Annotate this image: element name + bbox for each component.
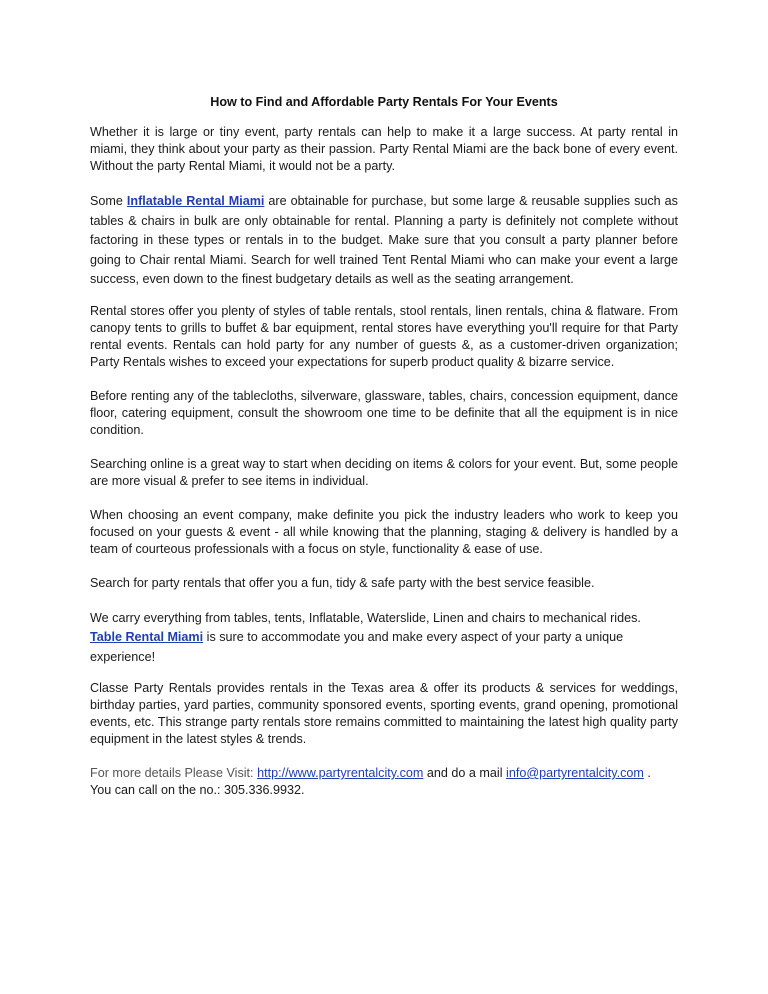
paragraph-text: We carry everything from tables, tents, Inflatable, Waterslide, Linen and chairs to mechanical rides. (90, 610, 641, 625)
document-title: How to Find and Affordable Party Rentals For Your Events (210, 95, 558, 109)
paragraph-intro: Whether it is large or tiny event, party rentals can help to make it a large success. At party rental in miami, they think about your party as their passion. Party Rental Miami are the back bone of every event. Without the party Rental Miami, it would not be a party. (90, 125, 678, 173)
contact-prefix: For more details Please Visit: (90, 766, 258, 780)
website-link[interactable]: http://www.partyrentalcity.com (257, 766, 424, 780)
paragraph-inflatable (90, 192, 678, 290)
document-body (90, 84, 678, 816)
paragraph-text: Some (90, 194, 127, 208)
contact-end: . (643, 766, 651, 780)
table-rental-link[interactable]: Table Rental Miami (90, 630, 204, 644)
email-link[interactable]: info@partyrentalcity.com (506, 766, 644, 780)
paragraph-searching-online: Searching online is a great way to start when deciding on items & colors for your event. But, some people are more visual & prefer to see items in individual. (90, 456, 678, 488)
paragraph-before-renting: Before renting any of the tablecloths, silverware, glassware, tables, chairs, concession equipment, dance floor, catering equipment, consult the showroom one time to be definite that all the equipment is in nice condition. (90, 388, 678, 437)
paragraph-search-rentals: Search for party rentals that offer you a fun, tidy & safe party with the best service feasible. (90, 575, 595, 590)
paragraph-text: are obtainable for purchase, but some large & reusable supplies such as tables & chairs in bulk are only obtainable for rental. Planning a party is definitely not complete without factoring in these types or rentals in to the budget. Make sure that you consult a party planner before going to Chair rental Miami. Search for well trained Tent Rental Miami who can make your event a large success, even down to the finest budgetary details as well as the seating arrangement. (90, 194, 678, 286)
paragraph-classe: Classe Party Rentals provides rentals in the Texas area & offer its products & services for weddings, birthday parties, yard parties, community sponsored events, sporting events, grand opening, promotional events, etc. This strange party rentals store remains committed to maintaining the latest high quality party equipment in the latest styles & trends. (90, 681, 678, 746)
contact-block (90, 765, 678, 799)
paragraph-event-company: When choosing an event company, make definite you pick the industry leaders who work to keep you focused on your guests & event - all while knowing that the planning, staging & delivery is handled by a team of courteous professionals with a focus on style, functionality & ease of use. (90, 507, 678, 556)
contact-phone: You can call on the no.: 305.336.9932. (90, 783, 305, 797)
paragraph-rental-stores: Rental stores offer you plenty of styles of table rentals, stool rentals, linen rentals, china & flatware. From canopy tents to grills to buffet & bar equipment, rental stores have everything you'll require for that Party rental events. Rentals can hold party for any number of guests &, as a customer-driven organization; Party Rentals wishes to exceed your expectations for superb product quality & bizarre service. (90, 303, 678, 369)
contact-mid: and do a mail (423, 766, 507, 780)
inflatable-rental-link[interactable]: Inflatable Rental Miami (126, 194, 265, 208)
paragraph-we-carry (90, 609, 678, 668)
paragraph-text: is sure to accommodate you and make every aspect of your party a unique experience! (90, 630, 624, 664)
